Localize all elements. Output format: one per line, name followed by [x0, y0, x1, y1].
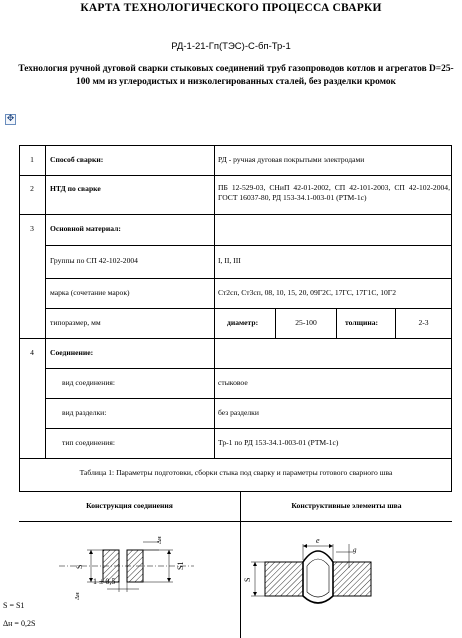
row-value: стыковое	[218, 378, 248, 387]
row-value: без разделки	[218, 408, 259, 417]
table-divider	[45, 308, 452, 309]
table-col-divider	[336, 308, 337, 338]
document-title: КАРТА ТЕХНОЛОГИЧЕСКОГО ПРОЦЕССА СВАРКИ	[80, 2, 382, 14]
table-divider	[45, 245, 452, 246]
row-label: тип соединения:	[62, 438, 115, 447]
reinforcement-g-label: g	[353, 546, 357, 554]
table-divider	[19, 338, 452, 339]
row-value: ПБ 12-529-03, СНиП 42-01-2002, СП 42-101-2003, СП 42-102-2004, ГОСТ 16037-80, РД 153-34.1-003-01 (РТМ-1с)	[218, 183, 450, 202]
table-border-left	[19, 145, 20, 491]
row-label: Соединение:	[50, 348, 94, 357]
weld-elements-drawing	[241, 522, 452, 612]
gap-label: 1 ± 0,5	[93, 577, 116, 586]
offset-top-label: Δн	[156, 536, 163, 544]
thickness-value: 2-3	[418, 318, 429, 327]
joint-construction-drawing	[19, 522, 240, 602]
thickness-label: толщина:	[345, 318, 379, 327]
row-number: 1	[30, 155, 34, 164]
row-label: Основной материал:	[50, 224, 121, 233]
row-label: типоразмер, мм	[50, 318, 101, 327]
row-value: Ст2сп, Ст3сп, 08, 10, 15, 20, 09Г2С, 17ГС, 17Г1С, 10Г2	[218, 288, 396, 297]
document-subtitle: Технология ручной дуговой сварки стыковых соединений труб газопроводов котлов и агрегатов D=25-100 мм из углеродистых и низколегированных сталей, без разделки кромок	[18, 64, 454, 87]
row-value: Тр-1 по РД 153-34.1-003-01 (РТМ-1с)	[218, 438, 339, 447]
table-col-divider	[214, 145, 215, 458]
row-number: 3	[30, 224, 34, 233]
table-divider	[19, 214, 452, 215]
table-border-right	[451, 145, 452, 491]
thickness-s1-label: S1	[176, 561, 185, 570]
table-divider	[45, 398, 452, 399]
document-code: РД-1-21-Гп(ТЭС)-С-бп-Тр-1	[171, 41, 291, 52]
table-divider	[45, 368, 452, 369]
row-label: НТД по сварке	[50, 184, 101, 193]
row-label: вид разделки:	[62, 408, 107, 417]
table-divider	[45, 278, 452, 279]
table-divider	[19, 175, 452, 176]
offset-bottom-label: Δн	[74, 592, 81, 600]
row-value: РД - ручная дуговая покрытыми электродами	[218, 155, 365, 164]
table-caption: Таблица 1: Параметры подготовки, сборки стыка под сварку и параметры готового сварного шва	[79, 468, 393, 477]
diameter-label: диаметр:	[227, 318, 259, 327]
row-label: Способ сварки:	[50, 155, 104, 164]
move-handle-icon[interactable]: ✥	[6, 114, 15, 124]
row-label: марка (сочетание марок)	[50, 288, 130, 297]
table-border-top	[19, 145, 452, 146]
row-label: вид соединения:	[62, 378, 116, 387]
formula-s: S = S1	[3, 601, 25, 610]
thickness-s-label: S	[243, 577, 252, 582]
row-number: 2	[30, 184, 34, 193]
formula-offset: Δн = 0,2S	[3, 619, 36, 628]
row-label: Группы по СП 42-102-2004	[50, 256, 138, 265]
table-divider	[19, 458, 452, 459]
table-col-divider	[45, 145, 46, 458]
column-header-right: Конструктивные элементы шва	[291, 501, 402, 510]
diameter-value: 25-100	[295, 318, 317, 327]
row-number: 4	[30, 348, 34, 357]
column-header-left: Конструкция соединения	[86, 501, 173, 510]
weld-width-e-label: e	[316, 536, 320, 545]
table-divider	[19, 491, 452, 492]
table-divider	[45, 428, 452, 429]
thickness-s-label: S	[75, 564, 84, 569]
row-value: I, II, III	[218, 256, 241, 265]
